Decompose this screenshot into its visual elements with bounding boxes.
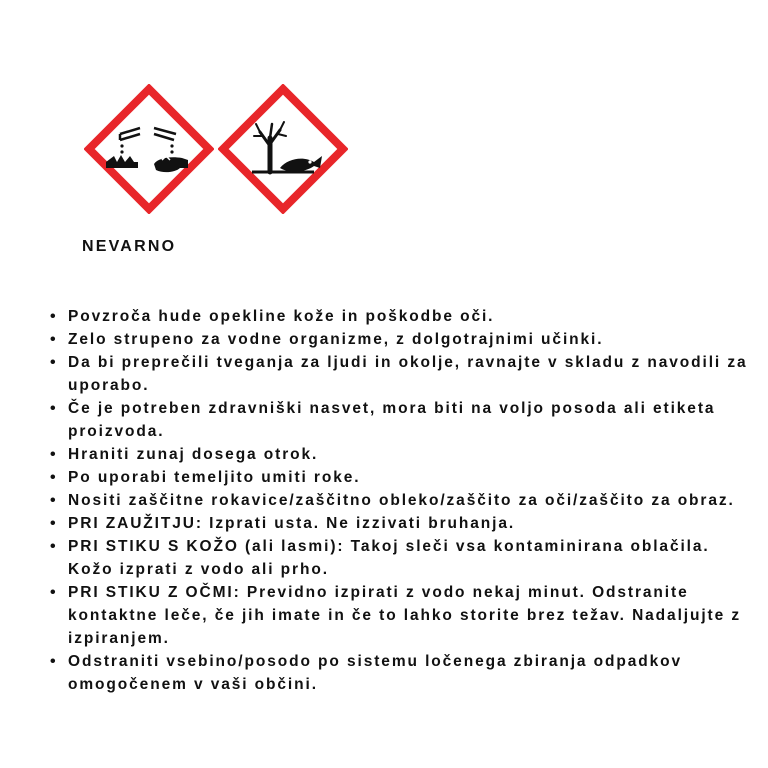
statement-text: Če je potreben zdravniški nasvet, mora biti na voljo posoda ali etiketa proizvoda. [68, 400, 716, 440]
environment-icon [218, 84, 348, 214]
bullet-icon: • [50, 354, 58, 371]
list-item [50, 443, 750, 466]
bullet-icon: • [50, 469, 58, 486]
bullet-icon: • [50, 584, 58, 601]
precautionary-statements [50, 305, 750, 696]
bullet-icon: • [50, 492, 58, 509]
hazard-pictograms [84, 84, 354, 216]
statement-text: Da bi preprečili tveganja za ljudi in okolje, ravnajte v skladu z navodili za uporabo. [68, 354, 748, 394]
bullet-icon: • [50, 538, 58, 555]
bullet-icon: • [50, 331, 58, 348]
list-item [50, 351, 750, 397]
list-item [50, 328, 750, 351]
list-item [50, 305, 750, 328]
list-item [50, 397, 750, 443]
list-item [50, 489, 750, 512]
statement-text: Povzroča hude opekline kože in poškodbe oči. [68, 308, 495, 325]
list-item [50, 535, 750, 581]
list-item [50, 650, 750, 696]
bullet-icon: • [50, 400, 58, 417]
bullet-icon: • [50, 308, 58, 325]
bullet-icon: • [50, 653, 58, 670]
statement-text: PRI ZAUŽITJU: Izprati usta. Ne izzivati bruhanja. [68, 515, 516, 532]
bullet-icon: • [50, 515, 58, 532]
statement-text: Odstraniti vsebino/posodo po sistemu ločenega zbiranja odpadkov omogočenem v vaši občini. [68, 653, 683, 693]
list-item [50, 466, 750, 489]
statement-text: Nositi zaščitne rokavice/zaščitno obleko/zaščito za oči/zaščito za obraz. [68, 492, 735, 509]
list-item [50, 581, 750, 650]
signal-word: NEVARNO [82, 238, 177, 255]
corrosion-icon [84, 84, 214, 214]
statement-text: Hraniti zunaj dosega otrok. [68, 446, 319, 463]
statement-text: Po uporabi temeljito umiti roke. [68, 469, 361, 486]
statement-text: PRI STIKU Z OČMI: Previdno izpirati z vodo nekaj minut. Odstranite kontaktne leče, če jih imate in če to lahko storite brez težav. Nadaljujte z izpiranjem. [68, 584, 741, 647]
bullet-icon: • [50, 446, 58, 463]
statement-text: Zelo strupeno za vodne organizme, z dolgotrajnimi učinki. [68, 331, 604, 348]
list-item [50, 512, 750, 535]
statement-text: PRI STIKU S KOŽO (ali lasmi): Takoj sleči vsa kontaminirana oblačila. Kožo izprati z vodo ali prho. [68, 538, 710, 578]
